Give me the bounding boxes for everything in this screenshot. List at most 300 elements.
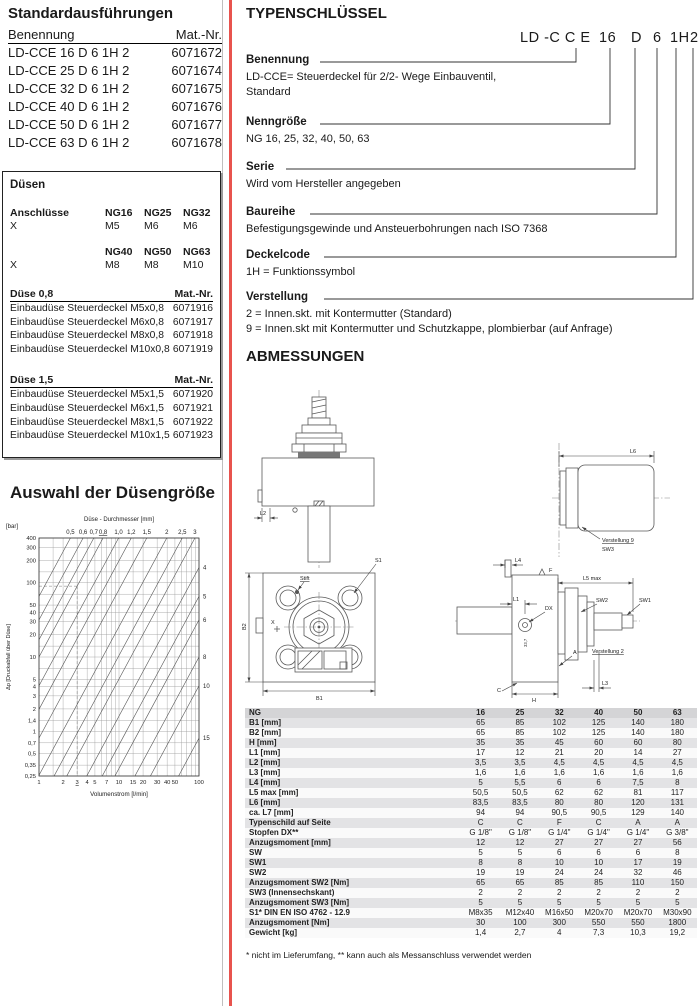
dimensions-table	[245, 708, 697, 938]
bottom-view-drawing	[240, 550, 455, 702]
y-tick-label: 20	[29, 632, 36, 639]
row-value: 85	[594, 878, 604, 887]
row-value: 6	[557, 778, 562, 787]
dim-l5max-label: L5 max	[583, 576, 602, 582]
row-value: 1,6	[671, 768, 683, 777]
row-label: L1 [mm]	[249, 748, 281, 757]
row-label: SW	[249, 848, 262, 857]
duese-name: Einbaudüse Steuerdeckel M10x1,5	[10, 430, 170, 442]
row-value: 3,5	[475, 758, 487, 767]
table-header-size: 40	[594, 708, 604, 717]
duese-matnr: 6071917	[172, 316, 213, 328]
table-row	[245, 818, 697, 828]
nozzle-line-d0.7	[39, 538, 94, 640]
dim-l2-label: L2	[260, 511, 267, 517]
chart-heading: Auswahl der Düsengröße	[10, 483, 215, 502]
y-tick-label: 5	[32, 677, 36, 684]
row-value: 5	[635, 898, 641, 907]
row-value: A	[674, 818, 680, 827]
ng-header: NG63	[183, 246, 211, 258]
typ-section-label: Verstellung	[246, 291, 308, 303]
top-axis-value: 0,5	[66, 530, 75, 536]
row-value: 12	[515, 838, 525, 847]
dim-h-label: H	[532, 698, 536, 704]
row-value: 6	[596, 848, 601, 857]
row-value: 131	[670, 798, 684, 807]
row-value: 1,4	[475, 928, 487, 937]
row-value: 85	[515, 718, 525, 727]
row-value: M16x50	[545, 908, 574, 917]
row-value: 5	[478, 778, 483, 787]
material-number: 6071677	[171, 117, 222, 132]
duese-table-row	[10, 343, 213, 357]
row-value: 80	[554, 798, 564, 807]
duese-table-row	[10, 388, 213, 402]
duese-table-row	[10, 429, 213, 443]
verstellung9-label: Verstellung 9	[602, 538, 634, 544]
port-x-label: X	[10, 259, 18, 271]
top-axis-value: 1,0	[114, 530, 123, 536]
row-value: M8x35	[468, 908, 493, 917]
row-label: ca. L7 [mm]	[249, 808, 294, 817]
row-value: 7,3	[593, 928, 605, 937]
x-tick-label: 5	[93, 780, 97, 786]
standard-table-row	[8, 116, 222, 134]
typ-section-text	[246, 222, 690, 237]
row-value: A	[635, 818, 641, 827]
row-value: 10,3	[630, 928, 646, 937]
dim-l4-label: L4	[515, 558, 522, 564]
nozzle-line-d8	[135, 657, 199, 776]
row-value: 32	[633, 868, 643, 877]
typ-section-label: Deckelcode	[246, 249, 310, 261]
y-tick-label: 0,25	[24, 774, 36, 780]
top-axis-value: 1,5	[142, 530, 151, 536]
dim-l1-label: L1	[513, 597, 520, 603]
y-tick-label: 200	[26, 558, 36, 565]
top-axis-value: 2,5	[178, 530, 187, 536]
product-name: LD-CCE 25 D 6 1H 2	[8, 63, 130, 78]
duese-name: Einbaudüse Steuerdeckel M5x0,8	[10, 303, 164, 314]
row-value: 17	[476, 748, 486, 757]
table-row	[245, 738, 697, 748]
row-value: 140	[670, 808, 684, 817]
material-number: 6071676	[171, 99, 222, 114]
row-value: 5	[675, 898, 680, 907]
col-matnr: Mat.-Nr.	[175, 27, 222, 42]
table-row	[245, 908, 697, 918]
thread-value: M6	[183, 220, 198, 232]
y-tick-label: 30	[29, 619, 36, 626]
y-tick-label: 100	[26, 580, 36, 587]
row-value: 45	[554, 738, 564, 747]
table-row	[245, 928, 697, 938]
row-value: M20x70	[623, 908, 653, 917]
row-value: 85	[554, 878, 564, 887]
y-tick-label: 1	[32, 729, 36, 736]
table-row	[245, 838, 697, 848]
row-value: 2,7	[514, 928, 526, 937]
row-value: 19,2	[669, 928, 686, 937]
table-row	[245, 808, 697, 818]
row-value: 102	[552, 718, 566, 727]
duese-name: Einbaudüse Steuerdeckel M5x1,5	[10, 389, 164, 401]
row-value: 10	[554, 858, 564, 867]
table-row	[245, 878, 697, 888]
row-value: G 1/4"	[626, 828, 650, 837]
typ-section-line: LD-CCE= Steuerdeckel für 2/2- Wege Einbauventil,	[246, 71, 497, 83]
row-value: 12	[476, 838, 486, 847]
table-header-size: 16	[476, 708, 486, 717]
product-name: LD-CCE 32 D 6 1H 2	[8, 81, 130, 96]
typ-section-label: Serie	[246, 161, 275, 173]
standard-title: Standardausführungen	[8, 5, 174, 22]
y-tick-label: 40	[29, 610, 36, 617]
surface-f-label: F	[549, 568, 553, 574]
nozzle-line-d1.2	[39, 538, 131, 709]
row-value: C	[595, 818, 602, 827]
row-value: G 1/8"	[508, 828, 532, 837]
row-value: 1,6	[632, 768, 644, 777]
row-value: 19	[476, 868, 486, 877]
row-value: 83,5	[512, 798, 528, 807]
standard-table-row	[8, 98, 222, 116]
row-value: 60	[633, 738, 643, 747]
row-value: 6	[557, 848, 562, 857]
port-x-label: X	[10, 220, 18, 232]
y-tick-label: 50	[29, 603, 36, 610]
duese-table-row	[10, 416, 213, 430]
nozzle-line-d15	[179, 738, 199, 776]
standard-table-row	[8, 62, 222, 80]
y-tick-label: 4	[32, 684, 36, 691]
row-value: 94	[515, 808, 525, 817]
table-row	[245, 778, 697, 788]
standard-table-row	[8, 80, 222, 98]
row-value: 180	[670, 728, 684, 737]
ng-header: NG25	[144, 207, 172, 219]
row-value: 62	[594, 788, 604, 797]
row-value: 19	[672, 858, 682, 867]
row-label: Anzugsmoment SW3 [Nm]	[249, 898, 349, 907]
duese-matnr: 6071918	[172, 330, 213, 342]
thread-value: M5	[105, 220, 120, 232]
table-header-size: 50	[633, 708, 643, 717]
row-value: 5	[478, 898, 483, 907]
row-value: 50,5	[472, 788, 489, 797]
table-row	[245, 898, 697, 908]
standard-table-header	[8, 26, 222, 44]
top-axis-value: 3	[193, 530, 197, 536]
row-value: 120	[631, 798, 645, 807]
thread-value: M10	[183, 259, 204, 271]
row-value: 1,6	[593, 768, 605, 777]
duese-table-row	[10, 329, 213, 343]
row-value: 1800	[668, 918, 687, 927]
sw1-label: SW1	[639, 598, 651, 604]
duese15-matnr: Mat.-Nr.	[174, 374, 213, 387]
row-label: SW1	[249, 858, 267, 867]
x-tick-label: 100	[194, 780, 204, 786]
right-axis-value: 5	[203, 594, 207, 601]
row-value: 60	[594, 738, 604, 747]
product-name: LD-CCE 63 D 6 1H 2	[8, 135, 130, 150]
duesen-box	[2, 171, 221, 458]
standard-table	[8, 26, 222, 152]
row-value: 550	[631, 918, 645, 927]
thread-value: M8	[105, 259, 120, 271]
row-value: 65	[515, 878, 525, 887]
duese-name: Einbaudüse Steuerdeckel M8x0,8	[10, 330, 164, 342]
nozzle-line-d5	[102, 596, 199, 776]
typ-section-line: NG 16, 25, 32, 40, 50, 63	[246, 133, 370, 145]
dim-b2-label: B2	[242, 623, 248, 630]
right-axis-value: 15	[203, 736, 210, 743]
duese08-rows	[10, 302, 213, 356]
y-tick-label: 1,4	[27, 718, 36, 725]
duese-name: Einbaudüse Steuerdeckel M6x1,5	[10, 402, 164, 414]
row-value: 10	[594, 858, 604, 867]
table-header-size: 25	[515, 708, 525, 717]
row-value: 4,5	[593, 758, 605, 767]
row-value: 110	[631, 878, 645, 887]
row-value: 5	[478, 848, 483, 857]
table-header-size: 63	[672, 708, 682, 717]
dim-l3-label: L3	[602, 681, 609, 687]
material-number: 6071675	[171, 81, 222, 96]
row-value: 27	[554, 838, 564, 847]
table-footnote: * nicht im Lieferumfang, ** kann auch als Messanschluss verwendet werden	[246, 950, 532, 960]
table-row	[245, 868, 697, 878]
product-name: LD-CCE 50 D 6 1H 2	[8, 117, 130, 132]
table-header-size: 32	[554, 708, 564, 717]
row-value: G 1/8"	[469, 828, 492, 837]
row-value: 4,5	[632, 758, 644, 767]
standard-table-row	[8, 134, 222, 152]
row-value: 35	[515, 738, 525, 747]
row-value: 56	[672, 838, 682, 847]
table-row	[245, 788, 697, 798]
row-value: 4,5	[553, 758, 565, 767]
typ-section-benennung	[246, 54, 690, 100]
row-value: 24	[554, 868, 564, 877]
typ-section-text	[246, 132, 690, 147]
duesen-title: Düsen	[10, 179, 46, 191]
row-value: 65	[476, 728, 486, 737]
ng-header: NG40	[105, 246, 133, 258]
x-port-label: X	[271, 620, 275, 626]
row-value: 100	[513, 918, 527, 927]
anschluesse-grid-2	[10, 246, 213, 272]
table-row	[245, 858, 697, 868]
ng-header: NG16	[105, 207, 133, 219]
product-name: LD-CCE 16 D 6 1H 2	[8, 45, 130, 60]
row-value: 19	[515, 868, 525, 877]
row-value: 2	[635, 888, 641, 897]
column-divider-gray	[222, 0, 223, 1006]
right-axis-value: 10	[203, 683, 210, 690]
x-tick-label: 20	[139, 780, 147, 786]
column-divider-red	[229, 0, 232, 1006]
typ-section-verstellung	[246, 291, 690, 337]
row-value: 150	[670, 878, 684, 887]
row-value: 7,5	[632, 778, 644, 787]
row-value: 94	[476, 808, 486, 817]
duese-matnr: 6071920	[172, 389, 213, 401]
right-axis-value: 6	[203, 617, 207, 624]
x-tick-label: 7	[104, 780, 109, 786]
standard-table-row	[8, 44, 222, 62]
row-value: 27	[672, 748, 682, 757]
row-value: 8	[675, 778, 680, 787]
top-axis-value: 2	[165, 530, 169, 536]
row-label: L6 [mm]	[249, 798, 281, 807]
table-row	[245, 918, 697, 928]
row-value: 140	[631, 718, 645, 727]
row-value: 2	[596, 888, 601, 897]
duese-table-row	[10, 316, 213, 330]
duese-matnr: 6071922	[172, 416, 213, 428]
row-value: 35	[476, 738, 486, 747]
x-tick-label: 30	[153, 780, 161, 786]
rear-view-drawing	[552, 443, 698, 557]
y-tick-label: 0,7	[27, 740, 36, 747]
x-axis-title: Volumenstrom [l/min]	[90, 791, 148, 798]
row-label: SW3 (Innensechskant)	[249, 888, 335, 897]
nozzle-line-d0.8	[39, 538, 103, 657]
duese15-title: Düse 1,5	[10, 374, 54, 387]
y-axis-unit: [bar]	[6, 524, 19, 530]
duese15-header	[10, 373, 213, 388]
row-value: 300	[552, 918, 566, 927]
row-value: 8	[517, 858, 523, 867]
table-row	[245, 828, 697, 838]
thread-value: M6	[144, 220, 159, 232]
nozzle-line-d10	[150, 686, 199, 776]
top-axis-value: 0,7	[89, 530, 98, 536]
row-value: 12	[515, 748, 525, 757]
thread-value: M8	[144, 259, 159, 271]
row-value: 5,5	[514, 778, 526, 787]
top-axis-title: Düse - Durchmesser [mm]	[83, 517, 155, 523]
typ-section-line: 9 = Innen.skt mit Kontermutter und Schutzkappe, plombierbar (auf Anfrage)	[246, 323, 613, 335]
typ-section-line: Befestigungsgewinde und Ansteuerbohrungen nach ISO 7368	[246, 223, 548, 235]
typ-section-label: Nenngröße	[246, 116, 307, 128]
right-axis-value: 4	[203, 565, 207, 572]
side-view-drawing	[455, 552, 700, 704]
row-value: C	[477, 818, 484, 827]
side-c-label: C	[497, 688, 501, 694]
x-tick-label: 3	[75, 780, 79, 786]
row-value: 27	[594, 838, 604, 847]
nozzle-line-d1.5	[39, 538, 147, 738]
row-value: 2	[675, 888, 680, 897]
table-row	[245, 728, 697, 738]
row-value: 8	[478, 858, 483, 867]
y-tick-label: 2	[32, 706, 36, 713]
sw3-label: SW3	[602, 547, 614, 553]
row-value: 125	[591, 728, 606, 737]
row-label: Stopfen DX**	[249, 828, 299, 837]
type-code-serie: D	[631, 30, 642, 46]
row-value: 30	[476, 918, 486, 927]
x-tick-label: 4	[85, 780, 89, 786]
duese-matnr: 6071921	[172, 402, 213, 414]
nozzle-line-d6	[115, 620, 199, 776]
row-value: 6	[596, 778, 601, 787]
x-tick-label: 2	[61, 780, 65, 786]
row-value: 65	[476, 718, 486, 727]
typ-section-baureihe	[246, 206, 690, 237]
y-axis-title: Δp [Druckabfall über Düse]	[6, 624, 12, 690]
product-name: LD-CCE 40 D 6 1H 2	[8, 99, 130, 114]
duese08-header	[10, 287, 213, 302]
duese-matnr: 6071923	[172, 430, 213, 442]
nozzle-line-d4	[87, 568, 199, 776]
row-value: 83,5	[472, 798, 489, 807]
typ-section-deckelcode	[246, 249, 690, 280]
row-value: M30x90	[663, 908, 692, 917]
top-axis-value: 0,8	[98, 530, 108, 536]
duese-table-row	[10, 302, 213, 316]
type-code-ng: 16	[599, 30, 617, 46]
table-header-row	[245, 708, 697, 718]
y-tick-label: 0,5	[27, 751, 36, 758]
row-value: 125	[591, 718, 606, 727]
x-tick-label: 10	[115, 780, 123, 786]
duese-matnr: 6071916	[172, 303, 213, 314]
row-label: Gewicht [kg]	[249, 928, 298, 937]
duese15-rows	[10, 388, 213, 442]
row-value: G 1/4"	[587, 828, 610, 837]
x-tick-label: 40	[163, 780, 171, 786]
material-number: 6071674	[171, 63, 222, 78]
table-row	[245, 758, 697, 768]
top-axis-value: 0,6	[78, 530, 88, 536]
row-label: L4 [mm]	[249, 778, 281, 787]
type-code-ldcce: LD -C C E	[520, 30, 591, 46]
row-value: 117	[670, 788, 684, 797]
row-value: 550	[591, 918, 606, 927]
table-header-ng: NG	[249, 708, 261, 717]
duese-name: Einbaudüse Steuerdeckel M10x0,8	[10, 343, 170, 355]
nozzle-line-d0.6	[39, 538, 83, 620]
typ-section-line: Standard	[246, 86, 291, 98]
ng-header: NG50	[144, 246, 172, 258]
row-label: H [mm]	[249, 738, 277, 747]
duese-selection-chart	[3, 512, 217, 808]
verstellung2-label: Verstellung 2	[592, 649, 624, 655]
material-number: 6071678	[171, 135, 222, 150]
row-value: 90,5	[590, 808, 607, 817]
row-label: B2 [mm]	[249, 728, 282, 737]
row-value: 1,6	[475, 768, 487, 777]
col-benennung: Benennung	[8, 27, 75, 42]
table-row	[245, 768, 697, 778]
side-a-label: A	[573, 650, 577, 656]
s1-label: S1	[375, 558, 382, 564]
row-value: 20	[594, 748, 604, 757]
type-code-baureihe: 6	[653, 30, 662, 46]
duese-name: Einbaudüse Steuerdeckel M8x1,5	[10, 416, 164, 428]
row-value: 4	[557, 928, 562, 937]
row-value: 5	[517, 898, 523, 907]
y-tick-label: 0,35	[24, 763, 36, 770]
row-label: Typenschild auf Seite	[249, 818, 331, 827]
row-value: 1,6	[553, 768, 565, 777]
row-label: Anzugsmoment [Nm]	[249, 918, 330, 927]
typ-section-label: Benennung	[246, 54, 310, 66]
